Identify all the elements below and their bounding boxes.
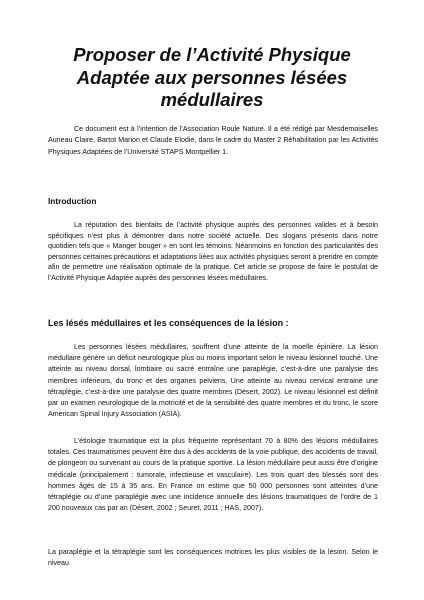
title-line-2: Adaptée aux personnes lésées [76, 66, 348, 88]
introduction-paragraph: La réputation des bienfaits de l’activité physique auprès des personnes valides et à besoin spécifiques n’est plus à démontrer dans notre société actuelle. Des slogans présents dans notre quotidien tels que « Manger bouger » en sont les témoins. Néanmoins en fonction des particularités des personnes certaines précautions et adaptations liées aux activités physiques seront à prendre en compte afin de permettre une réalisation optimale de la pratique. Cet article se propose de faire le postulat de l’Activité Physique Adaptée auprès des personnes lésées médullaires. [48, 221, 378, 282]
section-heading-lesions: Les lésés médullaires et les conséquences de la lésion : [48, 318, 289, 328]
title-line-1: Proposer de l’Activité Physique [73, 44, 351, 65]
document-title [60, 44, 364, 112]
authorship-note: Ce document est à l’intention de l’Association Roule Nature. Il a été rédigé par Mesdemoiselles Auneau Claire, Bartot Marion et Claude Elodie, dans le cadre du Master 2 Réhabilitation par les Activités Physiques Adaptées de l’Université STAPS Montpellier 1. [48, 125, 378, 156]
lesions-paragraph-2: L’étiologie traumatique est la plus fréquente représentant 70 à 80% des lésions médullaires totales. Ces traumatismes peuvent être dus à des accidents de la voie publique, des accidents de travail, de plongeon ou survenant au cours de la pratique sportive. La lésion médullaire peut aussi être d’origine médicale (principalement : tumorale, infectieuse et vasculaire). Les trois quart des blessés sont des hommes âgés de 15 à 35 ans. En France on estime que 50 000 personnes sont atteintes d’une tétraplégie ou d’une paraplégie avec une incidence annuelle des lésions traumatiques de l’ordre de 1 200 nouveaux cas par an (Désert, 2002 ; Seuret, 2011 ; HAS, 2007). [48, 437, 378, 513]
lesions-paragraph-3: La paraplégie et la tétraplégie sont les conséquences motrices les plus visibles de la lésion. Selon le niveau [48, 548, 378, 568]
title-line-3: médullaires [160, 89, 264, 110]
lesions-paragraph-1: Les personnes lésées médullaires, souffrent d’une atteinte de la moelle épinière. La lésion médullaire génère un déficit neurologique plus ou moins important selon le niveau lésionnel touché. Une atteinte au niveau dorsal, lombaire ou sacré entraîne une paraplégie, c’est-à-dire une paralysie des membres inférieurs, du tronc et des organes pelviens. Une atteinte au niveau cervical entraine une tétraplégie, c’est-à-dire une paralysie des quatre membres (Désert, 2002). Le niveau lésionnel est définit par un examen neurologique de la motricité et de la sensibilité des quatre membres et du tronc, le score American Spinal Injury Association (ASIA). [48, 343, 378, 419]
section-heading-introduction: Introduction [48, 196, 97, 206]
